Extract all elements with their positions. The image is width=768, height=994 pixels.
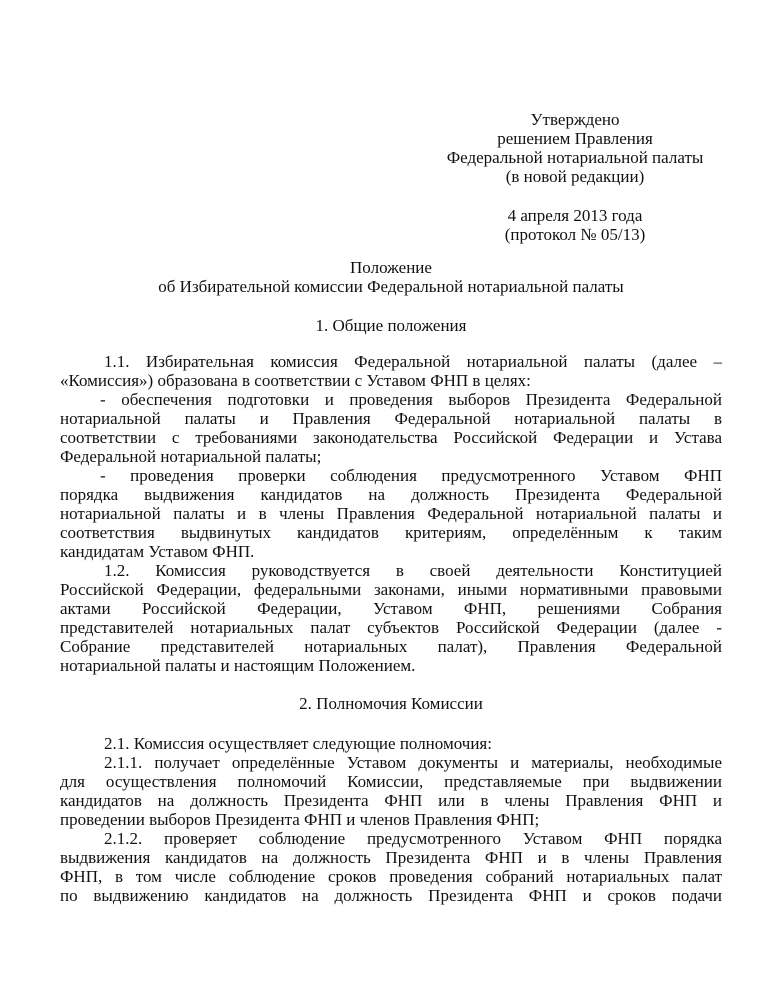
paragraph-line: ФНП, в том числе соблюдение сроков проведения собраний нотариальных палат [60, 867, 722, 886]
paragraph-line: представителей нотариальных палат субъектов Российской Федерации (далее - [60, 618, 722, 637]
approval-date: 4 апреля 2013 года [507, 206, 643, 225]
paragraph-line: 1.2. Комиссия руководствуется в своей деятельности Конституцией [104, 561, 722, 580]
paragraph-line: актами Российской Федерации, Уставом ФНП, решениями Собрания [60, 599, 722, 618]
paragraph-line: проведении выборов Президента ФНП и членов Правления ФНП; [60, 810, 540, 829]
paragraph-line: по выдвижению кандидатов на должность Президента ФНП и сроков подачи [60, 886, 722, 905]
paragraph-line: Федеральной нотариальной палаты; [60, 447, 322, 466]
paragraph-line: - обеспечения подготовки и проведения выборов Президента Федеральной [100, 390, 722, 409]
paragraph-line: 2.1.1. получает определённые Уставом документы и материалы, необходимые [104, 753, 722, 772]
paragraph-line: нотариальной палаты и настоящим Положением. [60, 656, 416, 675]
section-1-heading: 1. Общие положения [315, 316, 467, 335]
paragraph-line: 2.1. Комиссия осуществляет следующие полномочия: [104, 734, 492, 753]
paragraph-line: нотариальной палаты и в члены Правления Федеральной нотариальной палаты и [60, 504, 722, 523]
paragraph-line: 1.1. Избирательная комиссия Федеральной нотариальной палаты (далее – [104, 352, 722, 371]
document-title [60, 258, 722, 296]
section-1-body [60, 352, 722, 675]
title-line-2: об Избирательной комиссии Федеральной нотариальной палаты [158, 277, 624, 296]
paragraph-line: «Комиссия») образована в соответствии с Уставом ФНП в целях: [60, 371, 531, 390]
paragraph-line: кандидатов на должность Президента ФНП или в члены Правления ФНП и [60, 791, 722, 810]
title-line-1: Положение [350, 258, 432, 277]
paragraph-line: для осуществления полномочий Комиссии, представляемые при выдвижении [60, 772, 722, 791]
paragraph-line: Собрание представителей нотариальных палат), Правления Федеральной [60, 637, 722, 656]
paragraph-line: выдвижения кандидатов на должность Президента ФНП и в члены Правления [60, 848, 722, 867]
section-2-body [60, 734, 722, 905]
paragraph-line: кандидатам Уставом ФНП. [60, 542, 255, 561]
approval-line-3: Федеральной нотариальной палаты [446, 148, 704, 167]
section-2-heading: 2. Полномочия Комиссии [299, 694, 483, 713]
paragraph-line: Российской Федерации, федеральными законами, иными нормативными правовыми [60, 580, 722, 599]
paragraph-line: - проведения проверки соблюдения предусмотренного Уставом ФНП [100, 466, 722, 485]
paragraph-line: порядка выдвижения кандидатов на должность Президента Федеральной [60, 485, 722, 504]
paragraph-line: соответствия выдвинутых кандидатов критериям, определённым к таким [60, 523, 722, 542]
paragraph-line: нотариальной палаты и Правления Федеральной нотариальной палаты в [60, 409, 722, 428]
approval-protocol: (протокол № 05/13) [504, 225, 646, 244]
approval-line-2: решением Правления [497, 129, 653, 148]
approval-line-1: Утверждено [530, 110, 620, 129]
paragraph-line: 2.1.2. проверяет соблюдение предусмотренного Уставом ФНП порядка [104, 829, 722, 848]
approval-line-4: (в новой редакции) [505, 167, 645, 186]
approval-stamp-block [430, 110, 720, 244]
paragraph-line: соответствии с требованиями законодательства Российской Федерации и Устава [60, 428, 722, 447]
